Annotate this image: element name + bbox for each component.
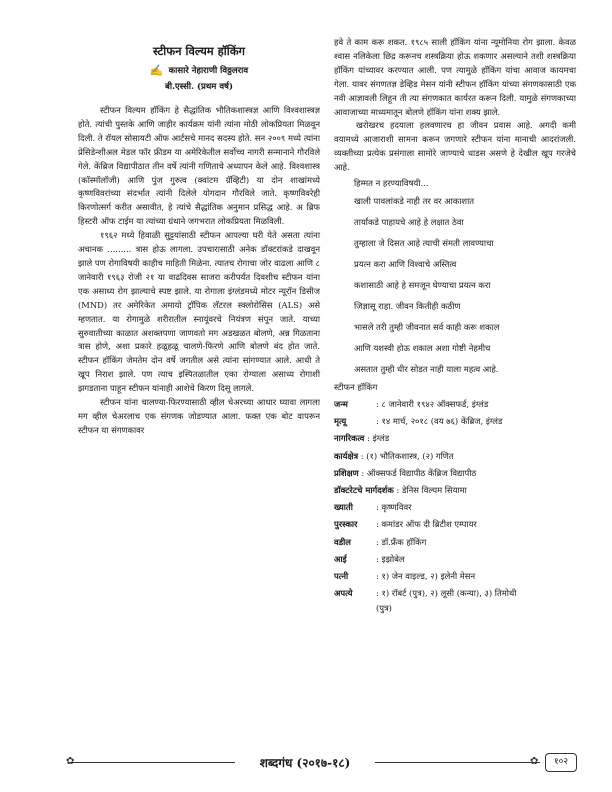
article-title: स्टीफन विल्यम हॉकिंग <box>152 44 246 58</box>
flourish-left-icon: ✿ <box>66 756 75 767</box>
quote-line: कशासाठी आहे हे समजून घेण्याचा प्रयत्न करा <box>354 279 491 290</box>
quote-heading: हिम्मत न हरण्याविषयी... <box>354 178 429 189</box>
info-colon: : <box>361 467 365 478</box>
quote-line: असतात तुम्ही धीर सोडत नाही याला महत्व आहे. <box>354 363 499 374</box>
quote-line: आणि यशस्वी होऊ शकाल अशा गोष्टी नेहमीच <box>354 342 491 353</box>
info-colon: : <box>376 571 379 581</box>
info-row <box>334 499 576 516</box>
body-paragraph-4: हवे ते काम करू शकत. १९८५ साली हॉकिंग यांना न्यूमोनिया रोग झाला. केवळ श्वास नलिकेला छिद्र करूनच शस्त्रक्रिया होऊ शकणार असल्याने तशी शस्त्रक्रिया हॉकिंग यांच्यावर करण्यात आली. पण त्यामुळे हॉकिंग यांचा आवाज कायमचा गेला. यावर संगणतज्ञ डेव्हिड मेसन यांनी स्टीफन हॉकिंग यांच्या संगणकासाठी एक नवी आज्ञावली लिहून ती त्या संगणकात कार्यरत करून दिली. यामुळे संगणकाच्या आवाजाच्या माध्यमातून बोलणे हॉकिंग यांना शक्य झाले. <box>334 37 576 117</box>
info-row <box>334 396 576 413</box>
info-colon: : <box>396 484 400 495</box>
info-row <box>334 516 576 533</box>
info-colon: : <box>360 450 364 461</box>
author-education: बी.एस्सी. (प्रथम वर्ष) <box>165 82 233 92</box>
info-colon: : <box>376 588 379 599</box>
author-name: कासारे नेहाराणी विठ्ठलराव <box>168 66 249 76</box>
info-row <box>334 482 576 499</box>
quote-signature: स्टीफन हॉकिंग <box>334 381 378 392</box>
left-column <box>78 36 320 438</box>
page-number: १०२ <box>545 753 577 772</box>
info-value: ऑक्सफर्ड विद्यापीठ केंब्रिज विद्यापीठ <box>366 467 477 478</box>
body-paragraph-2: १९६२ मध्ये हिवाळी सुट्टयांसाठी स्टीफन आपल्या घरी येते असता त्यांना अचानक ......... त्रास होऊ लागला. उपचारासाठी अनेक डॉक्टरांकडे दाखवून झाले पण रोगाविषयी काहीच माहिती मिळेना. त्यातच रोगाचा जोर वाढला आणि ८ जानेवारी १९६३ रोजी २१ या वाढदिवस साजरा करीपर्यंत दिवशीच स्टीफन यांना एक असाध्य रोग झाल्याचे स्पष्ट झाले. या रोगाला इंग्लंडमध्ये मोटर न्यूरॉन डिसीज (MND) तर अमेरिकेत अमायो ट्रॉपिक लॅटरल स्क्लोरोसिस (ALS) असे म्हणतात. या रोगामुळे शरीरातील स्नायूंवरचे नियंत्रण संपून जाते. याच्या सुरुवातीच्या काळात अशक्तपणा जाणवतो मग अडखळत बोलणे, अन्न गिळताना त्रास होणे, अशा प्रकारे हळूहळू चालणे-फिरणे आणि बोलणे बंद होत जाते. स्टीफन हॉकिंग जेमतेम दोन वर्षे जगतील असे त्यांना सांगण्यात आले. आधी ते खूप निराश झाले. पण त्याच इस्पितळातील एका रोग्याला असाध्य रोगाशी झगडताना पाहून स्टीफन यांनाही आशेचे किरण दिसू लागले. <box>78 230 320 394</box>
info-label: आई <box>334 553 347 564</box>
right-column <box>334 36 576 614</box>
info-continuation: (पुत्र) <box>376 603 392 614</box>
info-value: डेनिस विल्यम सियामा <box>401 484 467 495</box>
info-label: डॉक्टरेटचे मार्गदर्शक <box>334 484 394 495</box>
info-value: इझोबेल <box>381 553 405 564</box>
info-row <box>334 430 576 447</box>
quote-line: भासले तरी तुम्ही जीवनात सर्व काही करू शकाल <box>354 321 500 332</box>
info-colon: : <box>376 398 379 409</box>
quote-line: तार्यांकडे पाहायचे आहे हे लक्षात ठेवा <box>354 216 464 227</box>
info-label: पत्नी <box>334 571 349 581</box>
info-colon: : <box>367 433 370 444</box>
info-value: (१) भौतिकशास्त्र, (२) गणित <box>366 450 454 461</box>
info-row <box>334 465 576 482</box>
info-colon: : <box>376 553 379 564</box>
info-row <box>334 413 576 430</box>
pen-icon: ✍ <box>149 64 164 77</box>
quote-lines <box>354 191 576 380</box>
info-value: कमांडर ऑफ दी ब्रिटीश एम्पायर <box>381 519 477 530</box>
info-label: पुरस्कार <box>334 519 358 530</box>
quote-line: तुम्हाला जे दिसत आहे त्याची संमती लावण्याचा <box>354 237 494 248</box>
body-paragraph-5: खरोखरच हदयाला हलवणारच हा जीवन प्रवास आहे. अगदी कमी वयामध्ये आजाराशी सामना करून जगणारे स्टीफन यांना मानाची आदरांजली. व्यक्तीच्या प्रत्येक प्रसंगाला सामोरे जाण्याचे धाडस असणे हे देखील खूप गरजेचे आहे. <box>334 120 576 173</box>
body-paragraph-3: स्टीफन यांना चालण्या-फिरण्यासाठी व्हील चेअरच्या आधार घ्यावा लागला मग व्हील चेअरलाच एक संगणक जोडण्यात आला. फक्त एक बोट वापरून स्टीफन या संगणकावर <box>78 397 320 435</box>
info-value: कृष्णविवर <box>381 502 412 513</box>
info-row <box>334 534 576 551</box>
info-row <box>334 448 576 465</box>
info-colon: : <box>376 519 379 530</box>
info-value: १४ मार्च, २०१८ (वय ७६) केंब्रिज, इंग्लंड <box>381 416 503 427</box>
info-colon: : <box>376 536 379 547</box>
magazine-title: शब्दगंध (२०१७-१८) <box>235 754 375 771</box>
info-label: वडील <box>334 536 351 547</box>
info-colon: : <box>376 416 379 427</box>
author-line <box>78 64 320 77</box>
body-paragraph-1: स्टीफन विल्यम हॉकिंग हे सैद्धांतिक भौतिकशास्त्रज्ञ आणि विश्वशास्त्रज्ञ होते. त्यांची पुस्तके आणि जाहीर कार्यक्रम यांनी त्यांना मोठी लोकप्रियता मिळवून दिली. ते रॉयल सोसायटी ऑफ आर्टसचे मानद सदस्य होते. सन २००९ मध्ये त्यांना प्रेसिडेन्शीअल मेडल फॉर फ्रीडम या अमेरिकेतील सर्वोच्च नागरी सन्मानाने गौरविले गेले. केंब्रिज विद्यापीठात तीन वर्षे त्यांनी गणिताचे अध्यापन केले आहे. विश्वशास्त्र (कॉस्मॉलॉजी) आणि पुंज गुरुत्व (क्वांटम ग्रॅव्हिटी) या दोन शाखांमध्ये कृष्णविवरांच्या संदर्भात त्यांनी दिलेले योगदान गौरविले जाते. कृष्णविवरेही किरणोत्सर्ग करीत असावीत, हे त्यांचे सैद्धांतिक अनुमान प्रसिद्ध आहे. अ ब्रिफ हिस्टरी ऑफ टाईम या त्यांच्या ग्रंथाने जगभरात लोकप्रियता मिळविली. <box>78 105 320 227</box>
info-value: १) जेन वाइल्ड, २) इलेनी मेसन <box>381 571 476 581</box>
info-value: डॉ.फ्रँक हॉकिंग <box>381 536 427 547</box>
info-label: प्रशिक्षण <box>334 467 359 478</box>
info-row <box>334 568 576 585</box>
info-label: ख्याती <box>334 502 353 513</box>
info-row <box>334 585 576 602</box>
info-label: अपत्ये <box>334 588 353 599</box>
flourish-right-icon: ✿ <box>530 756 539 767</box>
info-label: जन्म <box>334 398 348 409</box>
info-value: इंग्लंड <box>372 433 390 444</box>
info-colon: : <box>376 502 379 513</box>
quote-line: खाली पावलांकडे नाही तर वर आकाशात <box>354 195 475 206</box>
info-label: नागरिकत्व <box>334 433 365 444</box>
info-label: कार्यक्षेत्र <box>334 450 359 461</box>
info-value: ८ जानेवारी १९४२ ऑक्सफर्ड, इंग्लंड <box>381 398 489 409</box>
quote-line: प्रयत्न करा आणि विश्वाचे अस्तित्व <box>354 258 457 269</box>
quote-line: जिज्ञासू राहा. जीवन कितीही कठीण <box>354 300 461 311</box>
info-value: १) रॉबर्ट (पुत्र), २) लूसी (कन्या), ३) तिमोथी <box>381 588 517 599</box>
info-row <box>334 551 576 568</box>
info-box <box>334 396 576 614</box>
info-label: मृत्यू <box>334 416 347 427</box>
